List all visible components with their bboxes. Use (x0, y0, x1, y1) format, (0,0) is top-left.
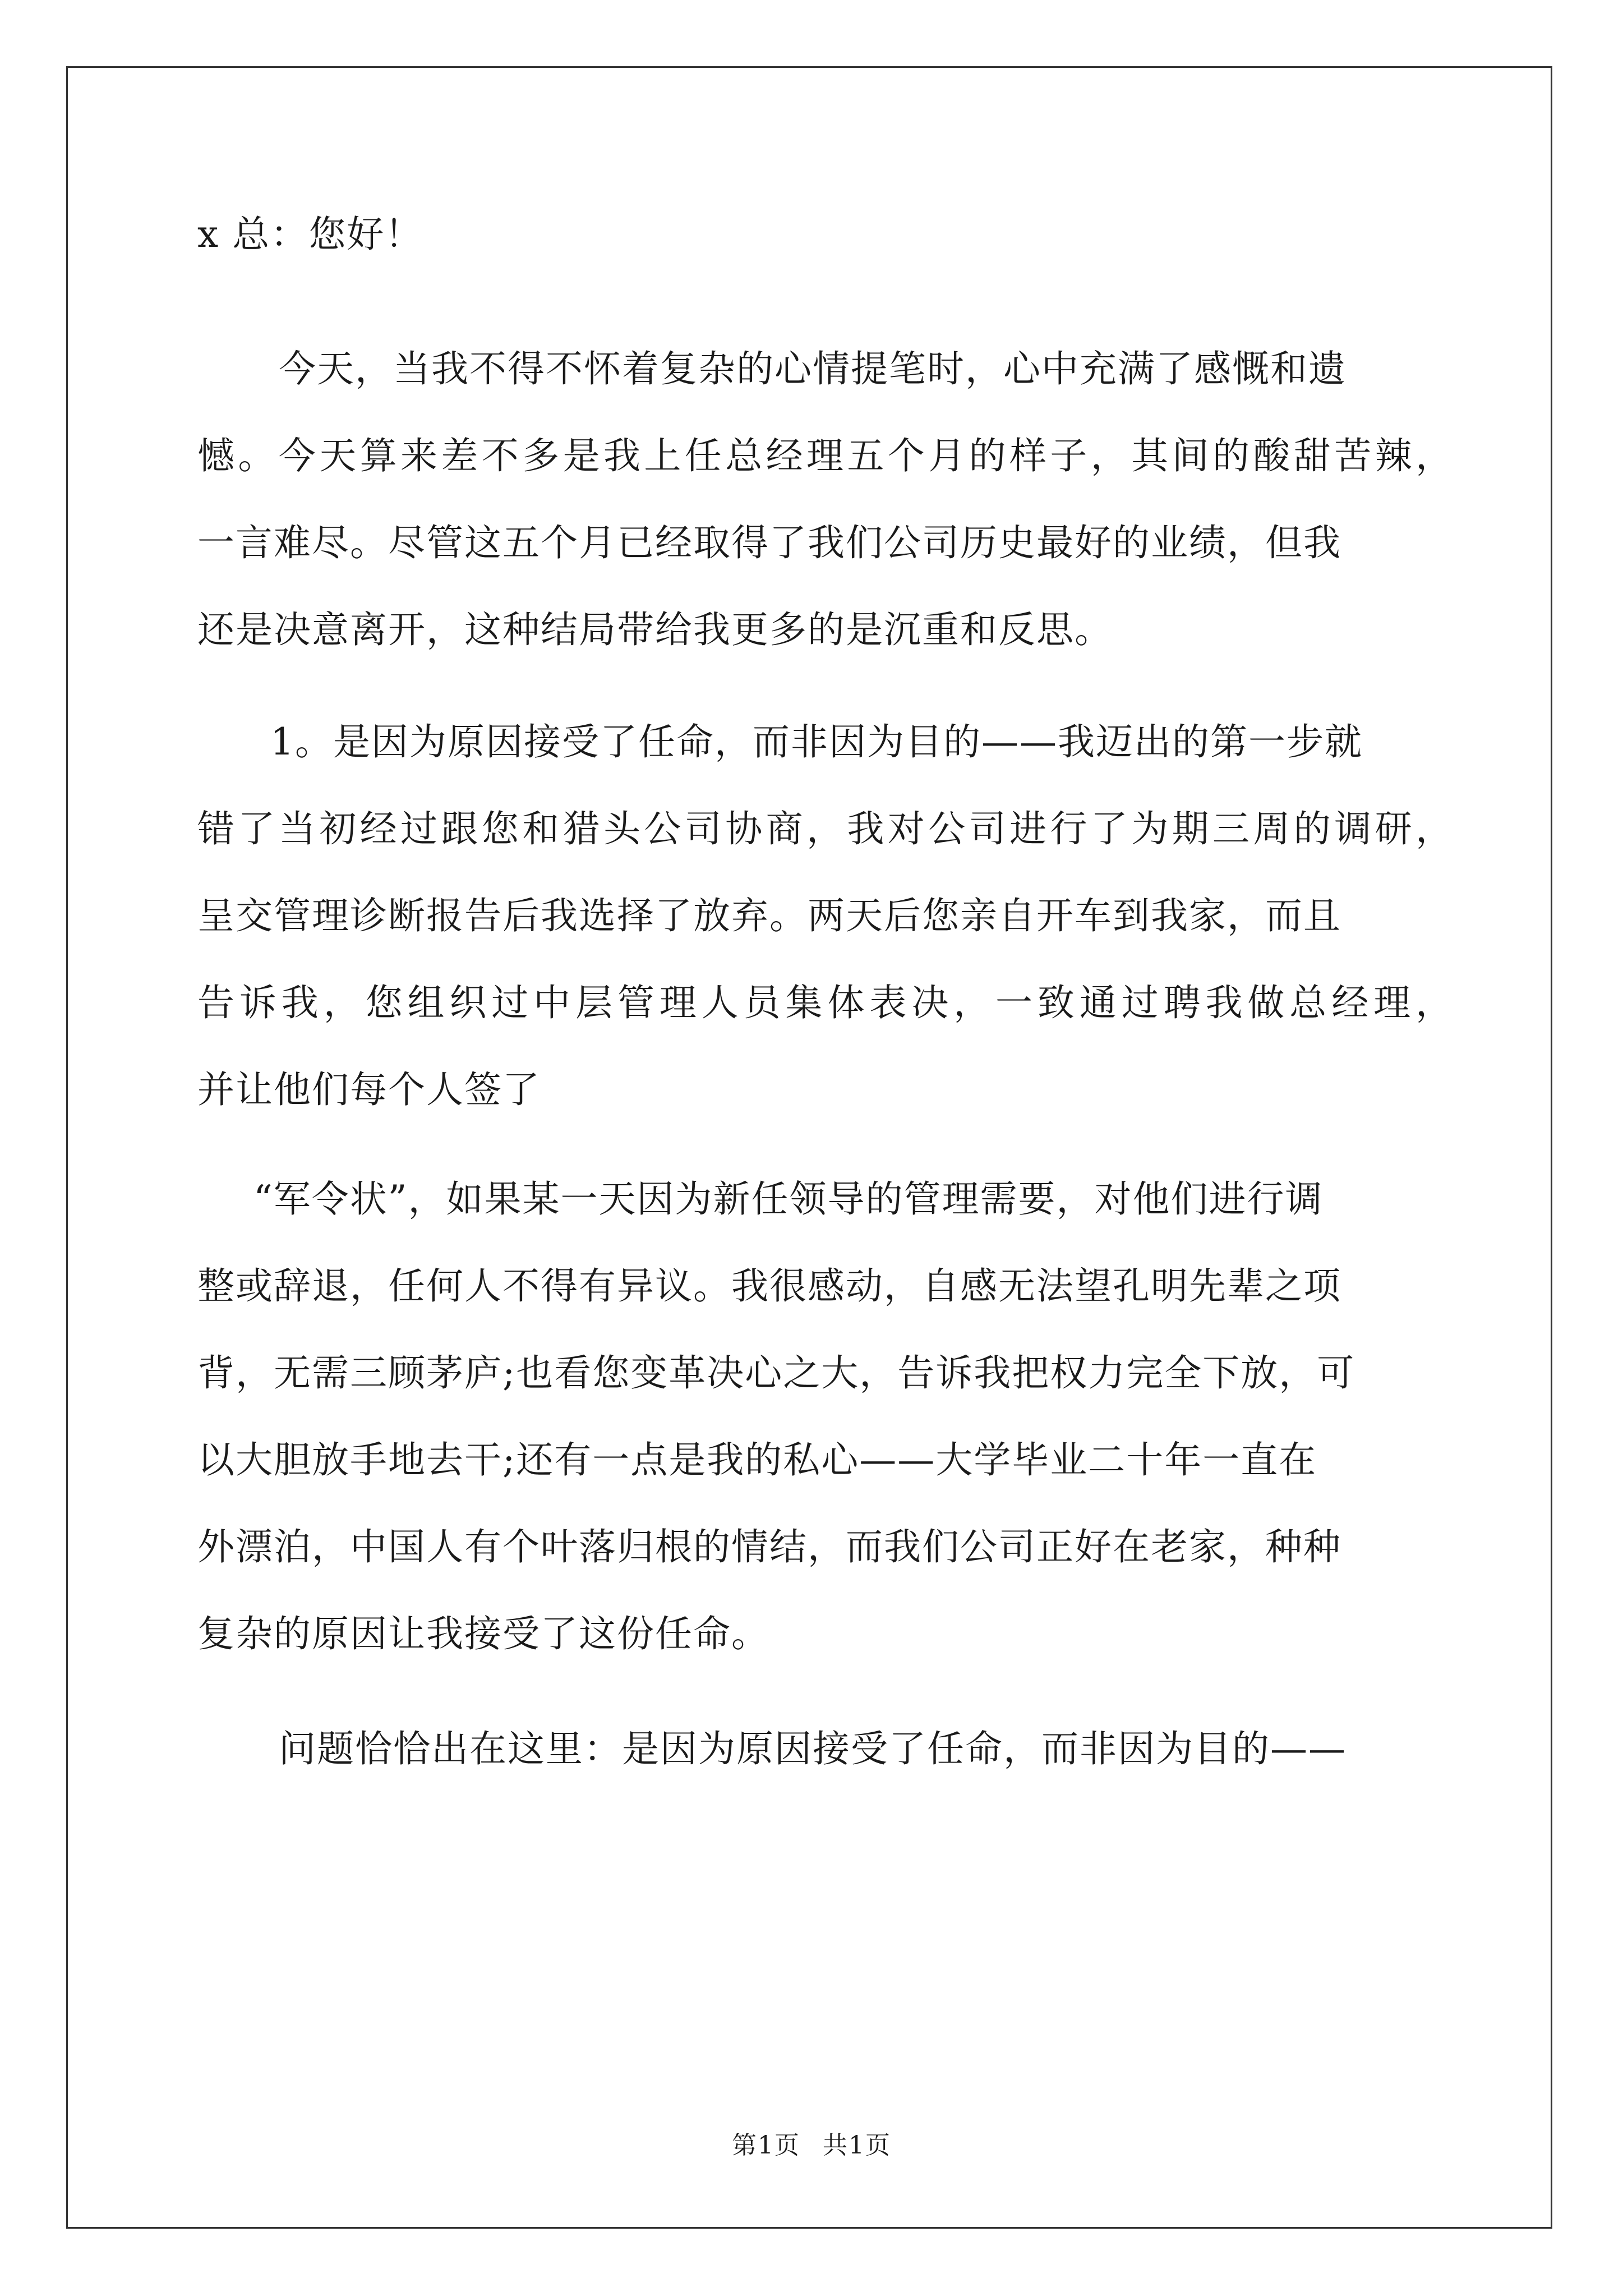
paragraph-line: 今天，当我不得不怀着复杂的心情提笔时，心中充满了感慨和遗 (279, 347, 1347, 390)
paragraph-line: “军令状”，如果某一天因为新任领导的管理需要，对他们进行调 (253, 1177, 1324, 1221)
paragraph-line: 1。是因为原因接受了任命，而非因为目的——我迈出的第一步就 (270, 720, 1363, 763)
paragraph-line: 背，无需三顾茅庐;也看您变革决心之大，告诉我把权力完全下放，可 (197, 1351, 1355, 1395)
paragraph-line: 还是决意离开，这种结局带给我更多的是沉重和反思。 (197, 608, 1113, 651)
paragraph-line: 外漂泊，中国人有个叶落归根的情结，而我们公司正好在老家，种种 (197, 1525, 1341, 1568)
page-number: 第1页 (732, 2131, 800, 2160)
paragraph-line: 告诉我，您组织过中层管理人员集体表决，一致通过聘我做总经理， (197, 981, 1454, 1024)
paragraph-line: 一言难尽。尽管这五个月已经取得了我们公司历史最好的业绩，但我 (197, 521, 1341, 564)
paragraph-line: 整或辞退，任何人不得有异议。我很感动，自感无法望孔明先辈之项 (197, 1264, 1341, 1308)
paragraph-line: 问题恰恰出在这里：是因为原因接受了任命，而非因为目的—— (279, 1727, 1347, 1770)
paragraph-line: 呈交管理诊断报告后我选择了放弃。两天后您亲自开车到我家，而且 (197, 894, 1341, 937)
paragraph-line: 错了当初经过跟您和猎头公司协商，我对公司进行了为期三周的调研， (197, 807, 1454, 850)
paragraph-line: 憾。今天算来差不多是我上任总经理五个月的样子，其间的酸甜苦辣， (197, 434, 1454, 477)
paragraph-line: 以大胆放手地去干;还有一点是我的私心——大学毕业二十年一直在 (197, 1438, 1317, 1481)
page-footer (0, 2129, 1623, 2162)
paragraph-line: 并让他们每个人签了 (197, 1068, 541, 1111)
paragraph-line: 复杂的原因让我接受了这份任命。 (197, 1612, 769, 1655)
page-total: 共1页 (823, 2131, 891, 2160)
salutation: x 总：您好！ (197, 213, 423, 256)
